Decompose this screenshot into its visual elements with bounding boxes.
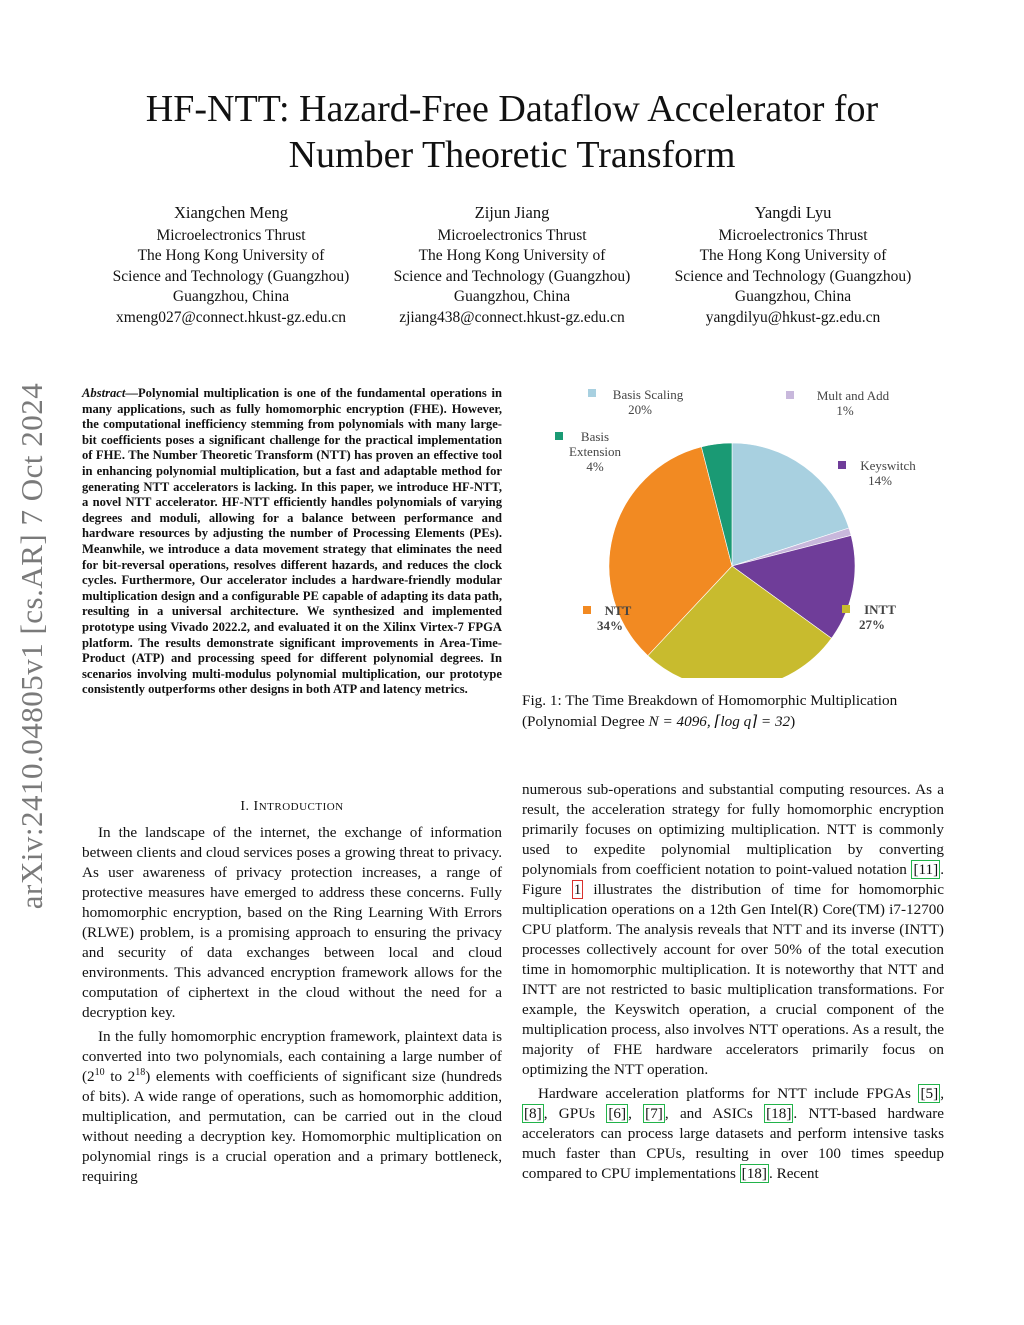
pie-category-label: INTT: [864, 602, 896, 617]
abstract-lead: Abstract: [82, 386, 126, 400]
abstract: [82, 386, 502, 698]
author-city: Guangzhou, China: [172, 288, 290, 305]
author-block: [86, 203, 376, 328]
text-run: numerous sub-operations and substantial computing resources. As a result, the acceleration strategy for fully homomorphic encryption primarily focuses on optimizing multiplication. NTT is commonly used to expedite polynomial multiplication by converting polynomials from coefficient notation to point-valued notation: [522, 781, 944, 878]
legend-marker: [838, 461, 846, 469]
author-dept: Microelectronics Thrust: [437, 226, 587, 244]
citation-link[interactable]: [18]: [741, 1165, 767, 1182]
figure-caption: [522, 690, 946, 732]
author-univ: The Hong Kong University of: [699, 247, 887, 264]
author-univ: Science and Technology (Guangzhou): [112, 267, 350, 285]
caption-text: Fig. 1: The Time Breakdown of Homomorphic Multiplication (Polynomial Degree: [522, 692, 898, 730]
text-run: ,: [940, 1085, 944, 1102]
text-run: . Figure: [522, 861, 944, 898]
text-run: Hardware acceleration platforms for NTT include FPGAs: [538, 1085, 919, 1102]
author-block: [367, 203, 657, 328]
paragraph: [522, 1084, 944, 1184]
author-univ: The Hong Kong University of: [418, 247, 606, 264]
section-title: NTRODUCTION: [258, 801, 344, 813]
superscript: 10: [94, 1066, 105, 1078]
author-name: Xiangchen Meng: [173, 203, 289, 222]
pie-label-basis-extension: [555, 429, 621, 474]
author-email[interactable]: yangdilyu@hkust-gz.edu.cn: [705, 308, 881, 326]
paragraph: In the landscape of the internet, the exchange of information between clients and cloud services poses a growing threat to privacy. As user awareness of privacy protection increases, a range of protective measures have emerged to address these concerns. Fully homomorphic encryption, based on the Ring Learning With Errors (RLWE) problem, is a promising approach to ensuring the privacy and security of data exchanges between local and cloud environments. This advanced encryption framework allows for the computation of ciphertext in the cloud without the need for a decryption key.: [82, 824, 502, 1021]
text-run: . NTT-based hardware accelerators can process large datasets and perform intensive tasks much faster than CPUs, resulting in over 100 times speedup compared to CPU implementations: [522, 1105, 945, 1182]
section-heading: [82, 799, 502, 815]
right-column-body: [522, 780, 944, 1184]
author-city: Guangzhou, China: [734, 288, 852, 305]
pie-percentage: 4%: [586, 459, 604, 474]
citation-link[interactable]: [6]: [608, 1105, 627, 1122]
author-dept: Microelectronics Thrust: [156, 226, 306, 244]
pie-category-label: Keyswitch: [860, 458, 916, 473]
text-run: . Recent: [768, 1165, 819, 1182]
author-univ: The Hong Kong University of: [137, 247, 325, 264]
author-univ: Science and Technology (Guangzhou): [393, 267, 631, 285]
pie-percentage: 20%: [628, 402, 652, 417]
legend-marker: [842, 605, 850, 613]
text-run: to 2: [104, 1068, 136, 1085]
pie-category-label: NTT: [604, 603, 632, 618]
paragraph: [522, 780, 944, 1080]
text-run: ) elements with coefficients of significant size (hundreds of bits). A wide range of operations, such as homomorphic addition, multiplication, and permutation, can be carried out in the cloud without needing a decryption key. Homomorphic multiplication on polynomial rings is a crucial operation and a primary bottleneck, requiring: [82, 1068, 502, 1185]
left-column-body: [82, 823, 502, 1187]
author-dept: Microelectronics Thrust: [718, 226, 868, 244]
author-city: Guangzhou, China: [453, 288, 571, 305]
text-run: In the fully homomorphic encryption framework, plaintext data is converted into two polynomials, each containing a large number of (2: [82, 1028, 502, 1085]
text-run: illustrates the distribution of time for homomorphic multiplication operations on a 12th Gen Intel(R) Core(TM) i7-12700 CPU platform. The analysis reveals that NTT and its inverse (INTT) processes collectively account for over 50% of the total execution time in homomorphic multiplication. It is noteworthy that NTT and INTT are not restricted to basic multiplication transformations. For example, the Keyswitch operation, a crucial component of the multiplication process, also involves NTT operations. As a result, the majority of FHE hardware accelerators primarily focus on optimizing the NTT operation.: [522, 881, 945, 1078]
pie-category-label: Basis Scaling: [612, 387, 684, 402]
arxiv-identifier[interactable]: arXiv:2410.04805v1 [cs.AR] 7 Oct 2024: [14, 382, 49, 910]
paragraph: [82, 1027, 502, 1187]
text-run: ,: [628, 1105, 644, 1122]
pie-label-intt: [842, 602, 896, 632]
paper-title: [0, 86, 1024, 178]
caption-math: N = 4096, ⌈log q⌉ = 32: [648, 713, 791, 730]
superscript: 18: [135, 1066, 146, 1078]
author-name: Yangdi Lyu: [754, 203, 832, 222]
legend-marker: [555, 432, 563, 440]
title-line-1: HF-NTT: Hazard-Free Dataflow Accelerator for: [145, 88, 879, 130]
citation-link[interactable]: [18]: [766, 1105, 792, 1122]
pie-percentage: 34%: [597, 618, 623, 633]
citation-link[interactable]: [11]: [913, 861, 939, 878]
citation-link[interactable]: [5]: [920, 1085, 939, 1102]
citation-link[interactable]: [7]: [645, 1105, 663, 1122]
pie-percentage: 1%: [836, 403, 854, 418]
text-run: , GPUs: [543, 1105, 607, 1122]
pie-category-label: Extension: [569, 444, 621, 459]
section-number: I. I: [240, 799, 259, 814]
pie-label-keyswitch: [838, 458, 916, 488]
text-run: , and ASICs: [664, 1105, 765, 1122]
figure-link[interactable]: 1: [573, 881, 582, 898]
pie-category-label: Basis: [580, 429, 610, 444]
pie-percentage: 27%: [859, 617, 885, 632]
legend-marker: [583, 606, 591, 614]
title-line-2: Number Theoretic Transform: [288, 134, 736, 176]
pie-category-label: Mult and Add: [816, 388, 890, 403]
caption-end: ): [790, 713, 796, 730]
author-email[interactable]: xmeng027@connect.hkust-gz.edu.cn: [116, 308, 346, 326]
author-block: [648, 203, 938, 328]
author-email[interactable]: zjiang438@connect.hkust-gz.edu.cn: [399, 308, 625, 326]
pie-chart: [520, 378, 950, 678]
abstract-text: —Polynomial multiplication is one of the fundamental operations in many applications, such as fully homomorphic encryption (FHE). However, the computational inefficiency stemming from polynomials with many large-bit coefficients poses a significant challenge for the practical implementation of FHE. The Number Theoretic Transform (NTT) has proven an effective tool in enhancing polynomial multiplication, but a fast and adaptable method for generating NTT accelerators is lacking. In this paper, we introduce HF-NTT, a novel NTT accelerator. HF-NTT efficiently handles polynomials of varying degrees and moduli, allowing for a balance between performance and hardware resources by adjusting the number of Processing Elements (PEs). Meanwhile, we introduce a data movement strategy that eliminates the need for bit-reversal operations, resolves different hazards, and reduces the clock cycles. Furthermore, Our accelerator includes a hardware-friendly modular multiplication design and a configurable PE capable of adapting its data path, resulting in a universal architecture. We synthesized and implemented prototype using Vivado 2022.2, and evaluated it on the Xilinx Virtex-7 FPGA platform. The results demonstrate significant improvements in Area-Time-Product (ATP) and processing speed for different polynomial degrees. In scenarios involving multi-modulus polynomial multiplication, our prototype consistently outperforms other designs in both ATP and latency metrics.: [82, 386, 502, 697]
legend-marker: [786, 391, 794, 399]
author-name: Zijun Jiang: [474, 203, 550, 222]
pie-percentage: 14%: [868, 473, 892, 488]
pie-label-basis-scaling: [588, 387, 684, 417]
pie-label-mult-and-add: [786, 388, 890, 418]
author-univ: Science and Technology (Guangzhou): [674, 267, 912, 285]
legend-marker: [588, 389, 596, 397]
citation-link[interactable]: [8]: [524, 1105, 542, 1122]
